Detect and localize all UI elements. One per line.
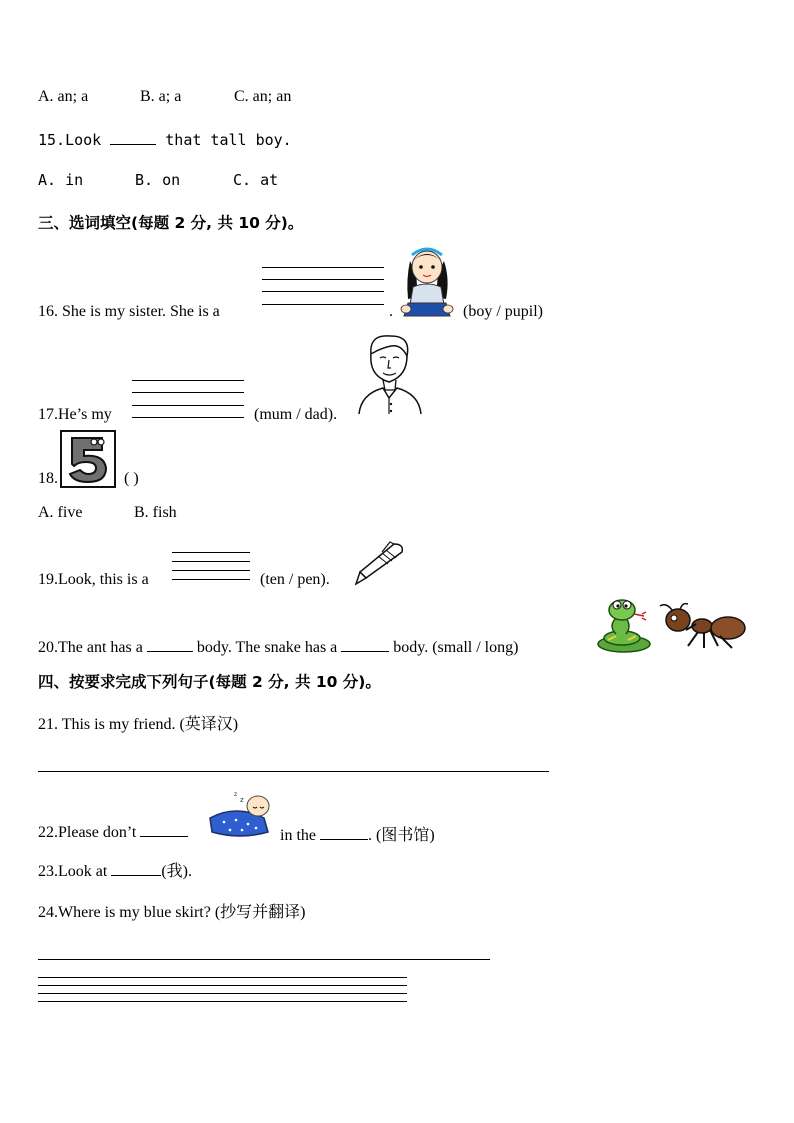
q16-writing-line-4[interactable] [262, 304, 384, 305]
q14-option-b: B. a; a [140, 88, 182, 105]
q17-writing-line-4[interactable] [132, 417, 244, 418]
q20-text-b: body. The snake has a [196, 639, 338, 656]
q16-writing-line-3[interactable] [262, 291, 384, 292]
q22-text-c: . (图书馆) [368, 827, 435, 844]
q24-copy-line-4[interactable] [38, 1001, 407, 1002]
q15-option-a: A. in [38, 171, 84, 189]
q20-text-c: body. (small / long) [393, 639, 519, 656]
q24-copy-line-2[interactable] [38, 985, 407, 986]
q22-text-a: 22.Please don’t [38, 824, 137, 841]
q16-text: 16. She is my sister. She is a [38, 303, 220, 320]
snake-picture [594, 596, 652, 654]
q19-writing-line-1[interactable] [172, 552, 250, 553]
q18-answer-parentheses[interactable]: ( ) [124, 470, 139, 487]
q20-blank-2[interactable] [341, 637, 389, 652]
svg-text:z: z [240, 796, 244, 804]
q18-option-a: A. five [38, 504, 83, 521]
q15-stem-before: 15.Look [38, 131, 102, 149]
q19-writing-line-4[interactable] [172, 579, 250, 580]
q18-number: 18. [38, 470, 58, 487]
sleeping-child-picture [206, 790, 274, 840]
q16-period: . [389, 303, 393, 320]
q18-option-b: B. fish [134, 504, 177, 521]
q22-question-end [280, 822, 435, 845]
q22-blank-1[interactable] [140, 822, 188, 837]
q15-option-c: C. at [233, 171, 279, 189]
q15-stem-after: that tall boy. [165, 131, 292, 149]
q16-writing-line-2[interactable] [262, 279, 384, 280]
q22-blank-2[interactable] [320, 825, 368, 840]
svg-text:z: z [234, 791, 238, 798]
q17-choices: (mum / dad). [254, 406, 338, 423]
q22-text-b: in the [280, 827, 316, 844]
q19-writing-line-2[interactable] [172, 561, 250, 562]
q17-writing-line-3[interactable] [132, 405, 244, 406]
q15-blank[interactable] [110, 130, 156, 145]
q19-text: 19.Look, this is a [38, 571, 149, 588]
ant-picture [658, 602, 748, 652]
man-picture [355, 332, 425, 416]
q24-text: 24.Where is my blue skirt? (抄写并翻译) [38, 904, 306, 921]
q19-writing-line-3[interactable] [172, 570, 250, 571]
q23-blank[interactable] [111, 861, 161, 876]
q23-text-a: 23.Look at [38, 863, 108, 880]
q15-question [38, 130, 292, 149]
section-3-heading: 三、选词填空(每题 2 分, 共 10 分)。 [38, 214, 304, 232]
girl-picture [398, 243, 456, 317]
q21-answer-line[interactable] [38, 771, 549, 772]
q24-copy-line-3[interactable] [38, 993, 407, 994]
q22-question [38, 822, 188, 842]
q19-choices: (ten / pen). [260, 571, 330, 588]
q24-copy-line-1[interactable] [38, 977, 407, 978]
section-4-heading: 四、按要求完成下列句子(每题 2 分, 共 10 分)。 [38, 673, 381, 691]
q14-option-a: A. an; a [38, 88, 89, 105]
q24-translation-line[interactable] [38, 959, 490, 960]
q21-text: 21. This is my friend. (英译汉) [38, 716, 239, 733]
q16-choices: (boy / pupil) [463, 303, 543, 320]
q20-blank-1[interactable] [147, 637, 193, 652]
pen-picture [352, 542, 406, 586]
q14-option-c: C. an; an [234, 88, 292, 105]
q20-question [38, 637, 518, 657]
q15-option-b: B. on [135, 171, 181, 189]
q17-writing-line-2[interactable] [132, 392, 244, 393]
q20-text-a: 20.The ant has a [38, 639, 143, 656]
number-five-picture [60, 430, 116, 488]
q23-question [38, 858, 192, 881]
q17-text: 17.He’s my [38, 406, 112, 423]
q23-text-b: (我). [161, 863, 192, 880]
q17-writing-line-1[interactable] [132, 380, 244, 381]
q16-writing-line-1[interactable] [262, 267, 384, 268]
